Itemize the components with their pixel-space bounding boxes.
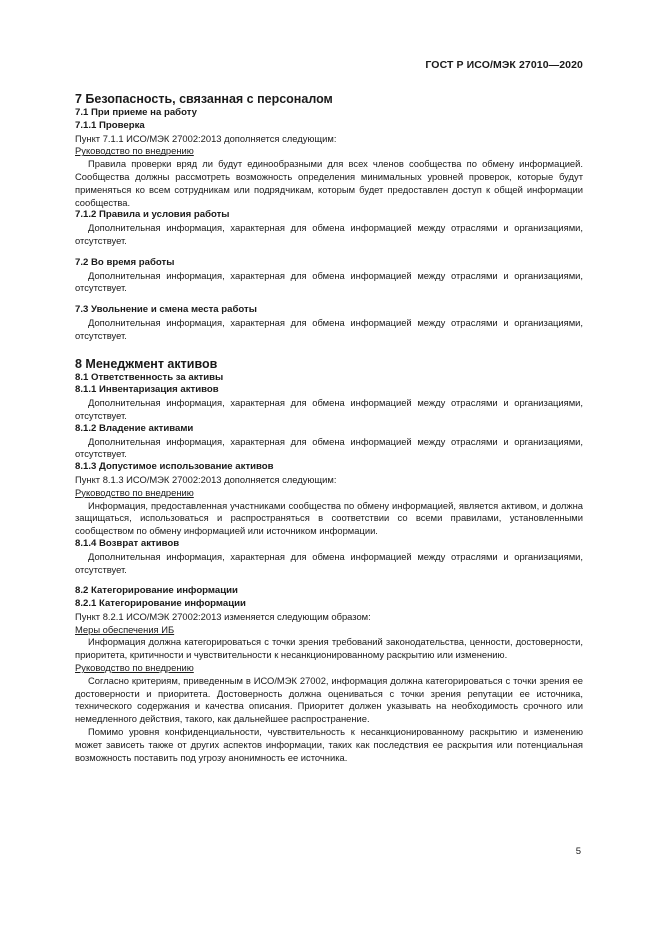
section-8-1-2-title: 8.1.2 Владение активами — [75, 422, 194, 434]
section-8-2-title: 8.2 Категорирование информации — [75, 585, 238, 597]
section-7-2-title: 7.2 Во время работы — [75, 256, 175, 268]
section-7-title: 7 Безопасность, связанная с персоналом — [75, 92, 333, 106]
section-8-2-1-guide-text: Согласно критериям, приведенным в ИСО/МЭК 27002, информация должна категорироваться с точки зрения ее достоверности и приоритета. Достоверность должна оцениваться с точки зрения репутации ее источника, технического содержания и качества описания. Приоритет должен указывать на необходимость срочного или немедленного действия, такого, как дальнейшее распространение. — [75, 674, 583, 725]
section-8-1-1-title: 8.1.1 Инвентаризация активов — [75, 384, 219, 396]
page-number: 5 — [575, 846, 581, 857]
section-8-2-1-measures-text: Информация должна категорироваться с точки зрения требований законодательства, ценности, достоверности, приоритета, критичности и чувствительности к несанкционированному раскрытию или изменению. — [75, 636, 583, 661]
section-8-1-3-title: 8.1.3 Допустимое использование активов — [75, 461, 274, 473]
section-8-1-title: 8.1 Ответственность за активы — [75, 371, 224, 383]
section-8-2-1-guide-label: Руководство по внедрению — [75, 662, 194, 674]
section-8-1-1-text: Дополнительная информация, характерная для обмена информацией между отраслями и организациями, отсутствует. — [75, 397, 583, 421]
section-7-1-1-guide-label: Руководство по внедрению — [75, 145, 194, 157]
section-8-1-4-title: 8.1.4 Возврат активов — [75, 537, 180, 549]
section-8-2-1-intro: Пункт 8.2.1 ИСО/МЭК 27002:2013 изменяется следующим образом: — [75, 610, 371, 622]
running-header: ГОСТ Р ИСО/МЭК 27010—2020 — [425, 59, 583, 71]
section-7-2-text: Дополнительная информация, характерная для обмена информацией между отраслями и организациями, отсутствует. — [75, 269, 583, 294]
section-8-2-1-title: 8.2.1 Категорирование информации — [75, 598, 246, 610]
section-8-2-1-extra-text: Помимо уровня конфиденциальности, чувствительность к несанкционированному раскрытию и изменению может зависеть также от других аспектов информации, таких как последствия ее раскрытия или потенциальная возможность поставить под угрозу анонимность ее источника. — [75, 726, 583, 763]
section-8-1-4-text: Дополнительная информация, характерная для обмена информацией между отраслями и организациями, отсутствует. — [75, 550, 583, 575]
section-7-1-2-text: Дополнительная информация, характерная для обмена информацией между отраслями и организациями, отсутствует. — [75, 222, 583, 246]
section-8-1-3-guide-label: Руководство по внедрению — [75, 486, 194, 498]
section-8-1-3-text: Информация, предоставленная участниками сообщества по обмену информацией, является активом, и должна защищаться, использоваться и распространяться в соответствии со всеми правилами, установленными сообществом по обмену информацией или источником информации. — [75, 499, 583, 537]
section-7-1-1-intro: Пункт 7.1.1 ИСО/МЭК 27002:2013 дополняется следующим: — [75, 132, 337, 144]
page-content — [75, 92, 583, 764]
section-7-1-2-title: 7.1.2 Правила и условия работы — [75, 209, 230, 221]
section-7-3-text: Дополнительная информация, характерная для обмена информацией между отраслями и организациями, отсутствует. — [75, 316, 583, 341]
section-8-2-1-measures-label: Меры обеспечения ИБ — [75, 623, 175, 635]
section-7-1-1-text: Правила проверки вряд ли будут единообразными для всех членов сообщества по обмену информацией. Сообщества должны рассмотреть возможность определения минимальных уровней проверок, которые будут применяться ко всем сотрудникам или подрядчикам, которым будет предоставлен доступ к общей информации сообщества. — [75, 158, 583, 208]
section-7-3-title: 7.3 Увольнение и смена места работы — [75, 304, 257, 316]
section-7-1-1-title: 7.1.1 Проверка — [75, 119, 145, 131]
section-8-1-2-text: Дополнительная информация, характерная для обмена информацией между отраслями и организациями, отсутствует. — [75, 435, 583, 460]
section-8-1-3-intro: Пункт 8.1.3 ИСО/МЭК 27002:2013 дополняется следующим: — [75, 473, 337, 485]
section-7-1-title: 7.1 При приеме на работу — [75, 107, 197, 118]
section-8-title: 8 Менеджмент активов — [75, 356, 218, 371]
